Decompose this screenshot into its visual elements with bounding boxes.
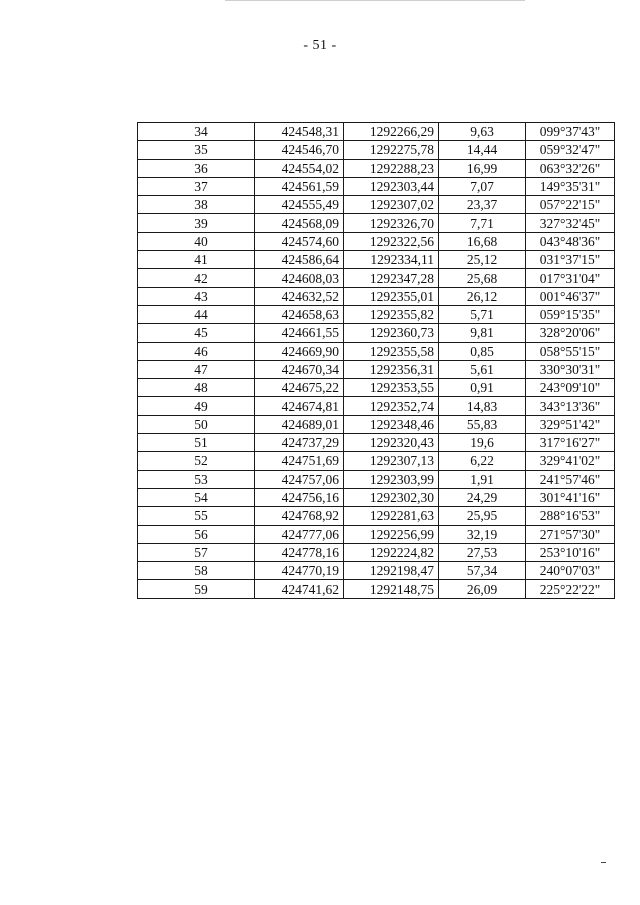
point-number-cell: 52 <box>138 452 255 470</box>
direction-angle-cell: 057°22'15" <box>526 196 615 214</box>
x-coordinate-cell: 424670,34 <box>255 360 344 378</box>
x-coordinate-cell: 424770,19 <box>255 562 344 580</box>
table-row <box>138 196 615 214</box>
y-coordinate-cell: 1292281,63 <box>344 507 439 525</box>
y-coordinate-cell: 1292266,29 <box>344 123 439 141</box>
direction-angle-cell: 329°41'02" <box>526 452 615 470</box>
point-number-cell: 49 <box>138 397 255 415</box>
x-coordinate-cell: 424568,09 <box>255 214 344 232</box>
table-row <box>138 434 615 452</box>
x-coordinate-cell: 424574,60 <box>255 232 344 250</box>
direction-angle-cell: 271°57'30" <box>526 525 615 543</box>
direction-angle-cell: 063°32'26" <box>526 159 615 177</box>
x-coordinate-cell: 424546,70 <box>255 141 344 159</box>
scan-edge-line <box>225 0 525 1</box>
x-coordinate-cell: 424548,31 <box>255 123 344 141</box>
segment-length-cell: 26,12 <box>439 287 526 305</box>
x-coordinate-cell: 424756,16 <box>255 488 344 506</box>
x-coordinate-cell: 424778,16 <box>255 543 344 561</box>
segment-length-cell: 9,63 <box>439 123 526 141</box>
direction-angle-cell: 017°31'04" <box>526 269 615 287</box>
x-coordinate-cell: 424674,81 <box>255 397 344 415</box>
table-row <box>138 507 615 525</box>
x-coordinate-cell: 424658,63 <box>255 305 344 323</box>
coordinates-table-body <box>138 123 615 599</box>
direction-angle-cell: 031°37'15" <box>526 251 615 269</box>
segment-length-cell: 7,71 <box>439 214 526 232</box>
y-coordinate-cell: 1292302,30 <box>344 488 439 506</box>
table-row <box>138 269 615 287</box>
direction-angle-cell: 058°55'15" <box>526 342 615 360</box>
segment-length-cell: 5,71 <box>439 305 526 323</box>
point-number-cell: 45 <box>138 324 255 342</box>
segment-length-cell: 7,07 <box>439 177 526 195</box>
x-coordinate-cell: 424661,55 <box>255 324 344 342</box>
table-row <box>138 287 615 305</box>
segment-length-cell: 25,68 <box>439 269 526 287</box>
point-number-cell: 38 <box>138 196 255 214</box>
point-number-cell: 43 <box>138 287 255 305</box>
point-number-cell: 58 <box>138 562 255 580</box>
y-coordinate-cell: 1292303,99 <box>344 470 439 488</box>
x-coordinate-cell: 424586,64 <box>255 251 344 269</box>
table-row <box>138 177 615 195</box>
segment-length-cell: 16,99 <box>439 159 526 177</box>
y-coordinate-cell: 1292326,70 <box>344 214 439 232</box>
y-coordinate-cell: 1292348,46 <box>344 415 439 433</box>
y-coordinate-cell: 1292224,82 <box>344 543 439 561</box>
y-coordinate-cell: 1292320,43 <box>344 434 439 452</box>
y-coordinate-cell: 1292307,13 <box>344 452 439 470</box>
point-number-cell: 59 <box>138 580 255 598</box>
y-coordinate-cell: 1292352,74 <box>344 397 439 415</box>
point-number-cell: 46 <box>138 342 255 360</box>
direction-angle-cell: 059°15'35" <box>526 305 615 323</box>
x-coordinate-cell: 424669,90 <box>255 342 344 360</box>
direction-angle-cell: 328°20'06" <box>526 324 615 342</box>
segment-length-cell: 24,29 <box>439 488 526 506</box>
x-coordinate-cell: 424561,59 <box>255 177 344 195</box>
y-coordinate-cell: 1292347,28 <box>344 269 439 287</box>
direction-angle-cell: 243°09'10" <box>526 379 615 397</box>
y-coordinate-cell: 1292355,01 <box>344 287 439 305</box>
point-number-cell: 55 <box>138 507 255 525</box>
point-number-cell: 39 <box>138 214 255 232</box>
direction-angle-cell: 301°41'16" <box>526 488 615 506</box>
point-number-cell: 41 <box>138 251 255 269</box>
direction-angle-cell: 327°32'45" <box>526 214 615 232</box>
segment-length-cell: 6,22 <box>439 452 526 470</box>
point-number-cell: 42 <box>138 269 255 287</box>
page-number: - 51 - <box>303 38 337 53</box>
table-row <box>138 141 615 159</box>
scan-mark <box>601 862 606 863</box>
point-number-cell: 57 <box>138 543 255 561</box>
y-coordinate-cell: 1292256,99 <box>344 525 439 543</box>
x-coordinate-cell: 424777,06 <box>255 525 344 543</box>
table-row <box>138 562 615 580</box>
y-coordinate-cell: 1292355,58 <box>344 342 439 360</box>
y-coordinate-cell: 1292198,47 <box>344 562 439 580</box>
segment-length-cell: 5,61 <box>439 360 526 378</box>
segment-length-cell: 25,12 <box>439 251 526 269</box>
table-row <box>138 379 615 397</box>
y-coordinate-cell: 1292288,23 <box>344 159 439 177</box>
point-number-cell: 50 <box>138 415 255 433</box>
segment-length-cell: 19,6 <box>439 434 526 452</box>
direction-angle-cell: 001°46'37" <box>526 287 615 305</box>
x-coordinate-cell: 424741,62 <box>255 580 344 598</box>
point-number-cell: 36 <box>138 159 255 177</box>
y-coordinate-cell: 1292360,73 <box>344 324 439 342</box>
y-coordinate-cell: 1292334,11 <box>344 251 439 269</box>
x-coordinate-cell: 424768,92 <box>255 507 344 525</box>
direction-angle-cell: 317°16'27" <box>526 434 615 452</box>
segment-length-cell: 57,34 <box>439 562 526 580</box>
table-row <box>138 214 615 232</box>
point-number-cell: 40 <box>138 232 255 250</box>
direction-angle-cell: 288°16'53" <box>526 507 615 525</box>
direction-angle-cell: 253°10'16" <box>526 543 615 561</box>
y-coordinate-cell: 1292303,44 <box>344 177 439 195</box>
direction-angle-cell: 330°30'31" <box>526 360 615 378</box>
y-coordinate-cell: 1292355,82 <box>344 305 439 323</box>
x-coordinate-cell: 424632,52 <box>255 287 344 305</box>
point-number-cell: 35 <box>138 141 255 159</box>
table-row <box>138 342 615 360</box>
table-row <box>138 415 615 433</box>
y-coordinate-cell: 1292356,31 <box>344 360 439 378</box>
segment-length-cell: 27,53 <box>439 543 526 561</box>
table-row <box>138 470 615 488</box>
table-row <box>138 159 615 177</box>
table-row <box>138 525 615 543</box>
x-coordinate-cell: 424675,22 <box>255 379 344 397</box>
x-coordinate-cell: 424737,29 <box>255 434 344 452</box>
x-coordinate-cell: 424757,06 <box>255 470 344 488</box>
segment-length-cell: 26,09 <box>439 580 526 598</box>
segment-length-cell: 25,95 <box>439 507 526 525</box>
direction-angle-cell: 240°07'03" <box>526 562 615 580</box>
point-number-cell: 34 <box>138 123 255 141</box>
y-coordinate-cell: 1292148,75 <box>344 580 439 598</box>
x-coordinate-cell: 424555,49 <box>255 196 344 214</box>
segment-length-cell: 32,19 <box>439 525 526 543</box>
point-number-cell: 56 <box>138 525 255 543</box>
segment-length-cell: 9,81 <box>439 324 526 342</box>
direction-angle-cell: 043°48'36" <box>526 232 615 250</box>
direction-angle-cell: 343°13'36" <box>526 397 615 415</box>
segment-length-cell: 16,68 <box>439 232 526 250</box>
direction-angle-cell: 329°51'42" <box>526 415 615 433</box>
segment-length-cell: 1,91 <box>439 470 526 488</box>
direction-angle-cell: 225°22'22" <box>526 580 615 598</box>
x-coordinate-cell: 424554,02 <box>255 159 344 177</box>
x-coordinate-cell: 424751,69 <box>255 452 344 470</box>
table-row <box>138 232 615 250</box>
segment-length-cell: 14,44 <box>439 141 526 159</box>
table-row <box>138 397 615 415</box>
table-row <box>138 360 615 378</box>
table-row <box>138 452 615 470</box>
segment-length-cell: 14,83 <box>439 397 526 415</box>
table-row <box>138 580 615 598</box>
y-coordinate-cell: 1292322,56 <box>344 232 439 250</box>
segment-length-cell: 0,91 <box>439 379 526 397</box>
x-coordinate-cell: 424689,01 <box>255 415 344 433</box>
coordinates-table <box>137 122 615 599</box>
segment-length-cell: 0,85 <box>439 342 526 360</box>
point-number-cell: 48 <box>138 379 255 397</box>
table-row <box>138 305 615 323</box>
point-number-cell: 51 <box>138 434 255 452</box>
y-coordinate-cell: 1292307,02 <box>344 196 439 214</box>
direction-angle-cell: 059°32'47" <box>526 141 615 159</box>
y-coordinate-cell: 1292353,55 <box>344 379 439 397</box>
table-row <box>138 123 615 141</box>
segment-length-cell: 23,37 <box>439 196 526 214</box>
table-row <box>138 324 615 342</box>
direction-angle-cell: 241°57'46" <box>526 470 615 488</box>
y-coordinate-cell: 1292275,78 <box>344 141 439 159</box>
table-row <box>138 251 615 269</box>
direction-angle-cell: 149°35'31" <box>526 177 615 195</box>
point-number-cell: 54 <box>138 488 255 506</box>
direction-angle-cell: 099°37'43" <box>526 123 615 141</box>
x-coordinate-cell: 424608,03 <box>255 269 344 287</box>
point-number-cell: 47 <box>138 360 255 378</box>
point-number-cell: 53 <box>138 470 255 488</box>
point-number-cell: 37 <box>138 177 255 195</box>
table-row <box>138 543 615 561</box>
table-row <box>138 488 615 506</box>
segment-length-cell: 55,83 <box>439 415 526 433</box>
point-number-cell: 44 <box>138 305 255 323</box>
